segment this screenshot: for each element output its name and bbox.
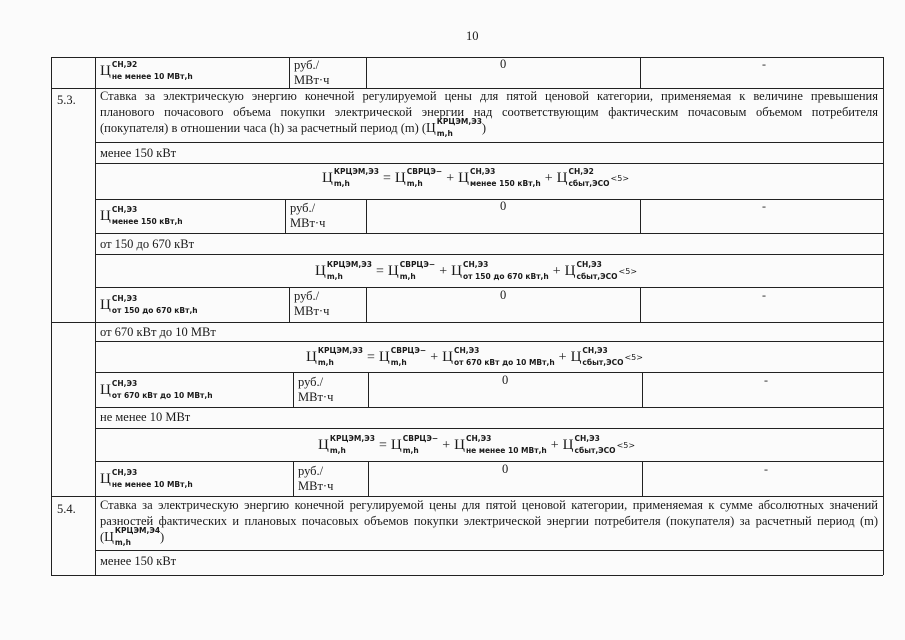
- section-5-3-title: Ставка за электрическую энергию конечной регулируемой цены для пятой ценовой категории, применяемая к величине превышения планового почасового объема покупки электрической энергии над соответствующим фактическим почасовым объемом потребителя (покупателя) в отношении часа (h) за расчетный период (m) ( Ц КРЦЭМ,Э3 m,h ): [100, 89, 878, 138]
- group-3-value: 0: [502, 373, 509, 387]
- group-3-label: от 670 кВт до 10 МВт: [100, 325, 216, 339]
- top-row-dash: -: [762, 57, 766, 71]
- group-4-dash: -: [764, 462, 768, 476]
- group-1-unit: руб./ МВт·ч: [290, 201, 326, 230]
- group-3-unit: руб./ МВт·ч: [298, 375, 334, 404]
- group-3-dash: -: [764, 373, 768, 387]
- group-2-formula: Ц КРЦЭМ,Э3 m,h = Ц СВРЦЭ− m,h + Ц СН,Э3 от 150 до 670 кВт,h + Ц СН,Э3 сбыт,ЭСО <5>: [315, 260, 638, 281]
- group-4-formula: Ц КРЦЭМ,Э3 m,h = Ц СВРЦЭ− m,h + Ц СН,Э3 не менее 10 МВт,h + Ц СН,Э3 сбыт,ЭСО <5>: [318, 434, 636, 455]
- group-3-formula: Ц КРЦЭМ,Э3 m,h = Ц СВРЦЭ− m,h + Ц СН,Э3 от 670 кВт до 10 МВт,h + Ц СН,Э3 сбыт,ЭСО <5>: [306, 346, 643, 367]
- group-2-label: от 150 до 670 кВт: [100, 237, 195, 251]
- section-5-4-title: Ставка за электрическую энергию конечной регулируемой цены для пятой ценовой категории, применяемая к сумме абсолютных значений разностей фактических и плановых почасовых объемов покупки электрической энергии потребителя (покупателя) за расчетный период (m) ( Ц КРЦЭМ,Э4 m,h ): [100, 498, 878, 547]
- group-1-row-symbol: Ц СН,Э3 менее 150 кВт,h: [100, 205, 183, 226]
- group-4-unit: руб./ МВт·ч: [298, 464, 334, 493]
- section-5-3-number: 5.3.: [57, 93, 76, 107]
- group-2-row-symbol: Ц СН,Э3 от 150 до 670 кВт,h: [100, 294, 198, 315]
- group-4-row-symbol: Ц СН,Э3 не менее 10 МВт,h: [100, 468, 193, 489]
- group-1-dash: -: [762, 199, 766, 213]
- group-2-unit: руб./ МВт·ч: [294, 289, 330, 318]
- group-2-dash: -: [762, 288, 766, 302]
- group-1-formula: Ц КРЦЭМ,Э3 m,h = Ц СВРЦЭ− m,h + Ц СН,Э3 менее 150 кВт,h + Ц СН,Э2 сбыт,ЭСО <5>: [322, 167, 630, 188]
- top-row-unit: руб./ МВт·ч: [294, 58, 330, 87]
- group-1-label: менее 150 кВт: [100, 146, 177, 160]
- group-3-row-symbol: Ц СН,Э3 от 670 кВт до 10 МВт,h: [100, 379, 213, 400]
- group-4-label: не менее 10 МВт: [100, 410, 191, 424]
- section-5-4-sub-label: менее 150 кВт: [100, 554, 177, 568]
- group-1-value: 0: [500, 199, 507, 213]
- page-number: 10: [466, 29, 479, 43]
- group-4-value: 0: [502, 462, 509, 476]
- group-2-value: 0: [500, 288, 507, 302]
- section-5-4-number: 5.4.: [57, 502, 76, 516]
- top-row-value: 0: [500, 57, 507, 71]
- top-row-symbol: Ц СН,Э2 не менее 10 МВт,h: [100, 60, 193, 81]
